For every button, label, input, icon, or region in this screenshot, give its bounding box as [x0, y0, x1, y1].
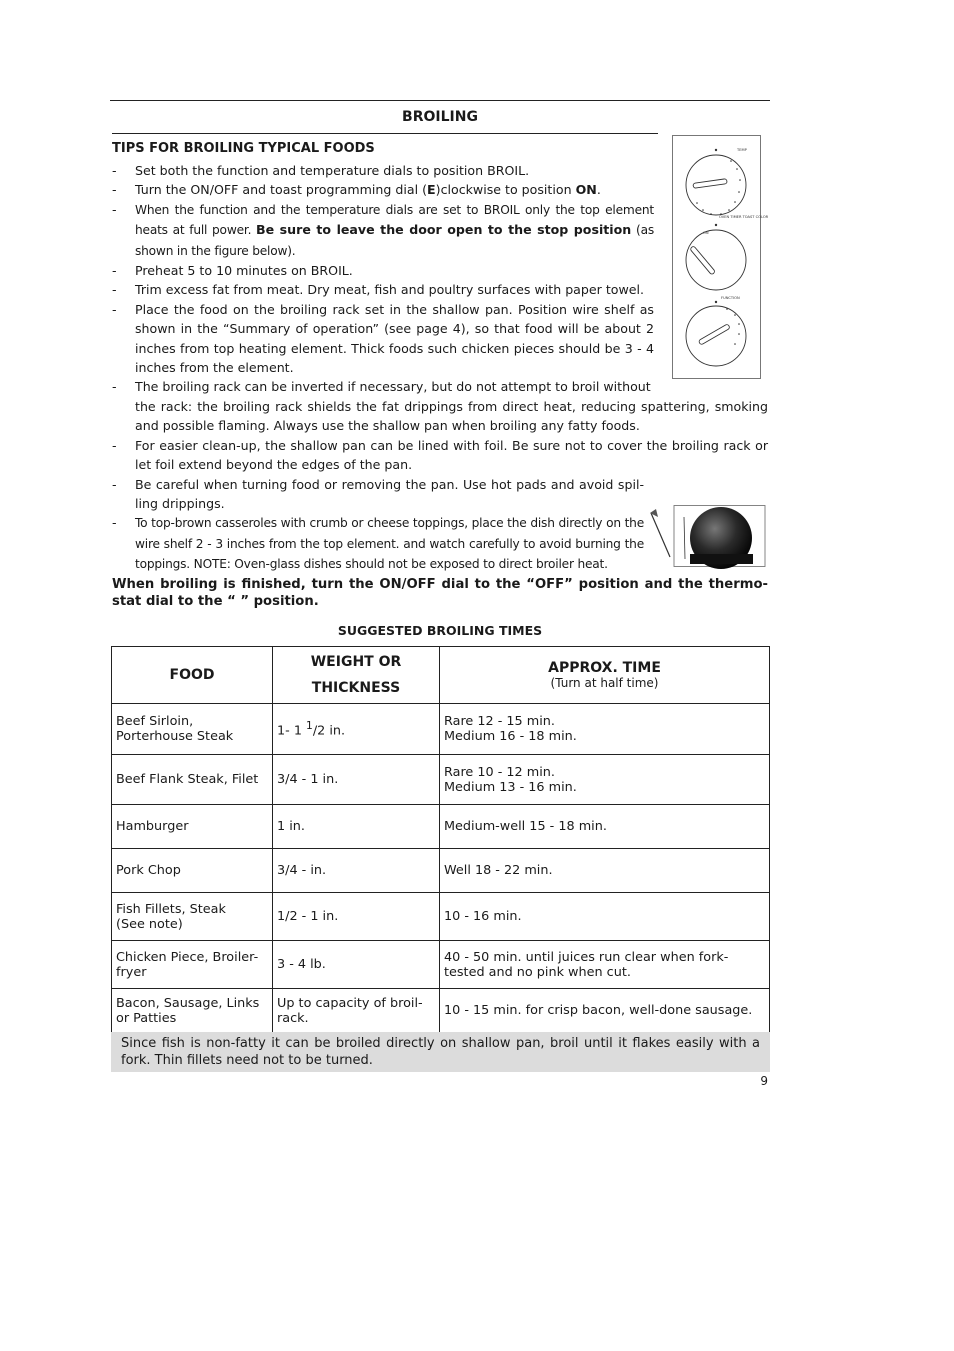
- tip-item: - For easier clean-up, the shallow pan can be lined with foil. Be sure not to cover the broiling rack or let foil extend beyond the edges of the pan.: [112, 436, 768, 475]
- cell-food: Pork Chop: [112, 849, 273, 893]
- table-row: [112, 805, 770, 849]
- table-row: [112, 893, 770, 941]
- table-row: [112, 941, 770, 989]
- cell-time: Well 18 - 22 min.: [440, 849, 770, 893]
- casserole-figure: [648, 505, 766, 567]
- fish-note: Since fish is non-fatty it can be broiled directly on shallow pan, broil until it flakes easily with a fork. Thin fillets need not to be turned.: [111, 1032, 770, 1072]
- temp-label: TEMP: [737, 148, 747, 152]
- on-label: ON: [703, 231, 709, 235]
- tip-item: - The broiling rack can be inverted if necessary, but do not attempt to broil without the rack: the broiling rack shields the fat drippings from direct heat, reducing spattering, smoking and possible flaming. Always use the shallow pan when broiling any fatty foods.: [112, 377, 768, 435]
- tip-item: - To top-brown casseroles with crumb or cheese toppings, place the dish directly on the wire shelf 2 - 3 inches from the top element. and watch carefully to avoid burning the toppings. NOTE: Oven-glass dishes should not be exposed to direct broiler heat.: [112, 513, 644, 574]
- cell-food: Fish Fillets, Steak (See note): [112, 893, 273, 941]
- page-title: BROILING: [402, 109, 478, 125]
- table-row: [112, 849, 770, 893]
- table-row: [112, 704, 770, 755]
- tip-item: - When the function and the temperature dials are set to BROIL only the top element heats at full power. Be sure to leave the door open to the stop position (as shown in the figure below).: [112, 200, 654, 261]
- top-rule: [110, 100, 770, 101]
- title-rule: [112, 133, 658, 134]
- tip-item: - Preheat 5 to 10 minutes on BROIL.: [112, 261, 768, 280]
- tip-item: - Place the food on the broiling rack set in the shallow pan. Position wire shelf as shown in the “Summary of operation” (see page 4), so that food will be about 2 inches from top heating element. Thick foods such chicken pieces should be 3 - 4 inches from the element.: [112, 300, 654, 378]
- tips-heading: TIPS FOR BROILING TYPICAL FOODS: [112, 141, 375, 156]
- cell-time: Rare 10 - 12 min. Medium 13 - 16 min.: [440, 755, 770, 805]
- cell-weight: 3/4 - in.: [273, 849, 440, 893]
- oven-timer-label: OVEN TIMER TOAST COLOR: [719, 215, 769, 219]
- table-row: [112, 989, 770, 1033]
- tip-item: - Set both the function and temperature dials to position BROIL.: [112, 161, 768, 180]
- tip-item: - Be careful when turning food or removing the pan. Use hot pads and avoid spil-ling drippings.: [112, 475, 644, 514]
- tip-item: - Turn the ON/OFF and toast programming dial (E)clockwise to position ON.: [112, 180, 768, 199]
- table-row: [112, 755, 770, 805]
- cell-time: 10 - 16 min.: [440, 893, 770, 941]
- cell-weight: 1/2 - 1 in.: [273, 893, 440, 941]
- cell-time: Rare 12 - 15 min. Medium 16 - 18 min.: [440, 704, 770, 755]
- table-title: SUGGESTED BROILING TIMES: [337, 623, 543, 638]
- cell-food: Beef Sirloin, Porterhouse Steak: [112, 704, 273, 755]
- cell-weight: 1 in.: [273, 805, 440, 849]
- cell-weight: 3/4 - 1 in.: [273, 755, 440, 805]
- page-number: 9: [760, 1074, 768, 1088]
- header-weight: WEIGHT OR THICKNESS: [273, 647, 440, 704]
- cell-food: Bacon, Sausage, Links or Patties: [112, 989, 273, 1033]
- cell-food: Chicken Piece, Broiler-fryer: [112, 941, 273, 989]
- cell-food: Beef Flank Steak, Filet: [112, 755, 273, 805]
- cell-weight: 3 - 4 lb.: [273, 941, 440, 989]
- casserole-dish-icon: [648, 505, 766, 567]
- tip-item: - Trim excess fat from meat. Dry meat, fish and poultry surfaces with paper towel.: [112, 280, 768, 299]
- cell-time: 40 - 50 min. until juices run clear when fork-tested and no pink when cut.: [440, 941, 770, 989]
- cell-time: 10 - 15 min. for crisp bacon, well-done sausage.: [440, 989, 770, 1033]
- cell-food: Hamburger: [112, 805, 273, 849]
- function-label: FUNCTION: [721, 296, 740, 300]
- broiling-times-table: [111, 646, 770, 1033]
- cell-time: Medium-well 15 - 18 min.: [440, 805, 770, 849]
- cell-weight: 1- 1 $^1$/2 in.: [273, 704, 440, 755]
- cell-weight: Up to capacity of broil-rack.: [273, 989, 440, 1033]
- header-food: FOOD: [112, 647, 273, 704]
- header-time: APPROX. TIME (Turn at half time): [440, 647, 770, 704]
- warning-text: When broiling is finished, turn the ON/OFF dial to the “OFF” position and the thermo-stat dial to the “ ” position.: [112, 577, 768, 609]
- table-header-row: [112, 647, 770, 704]
